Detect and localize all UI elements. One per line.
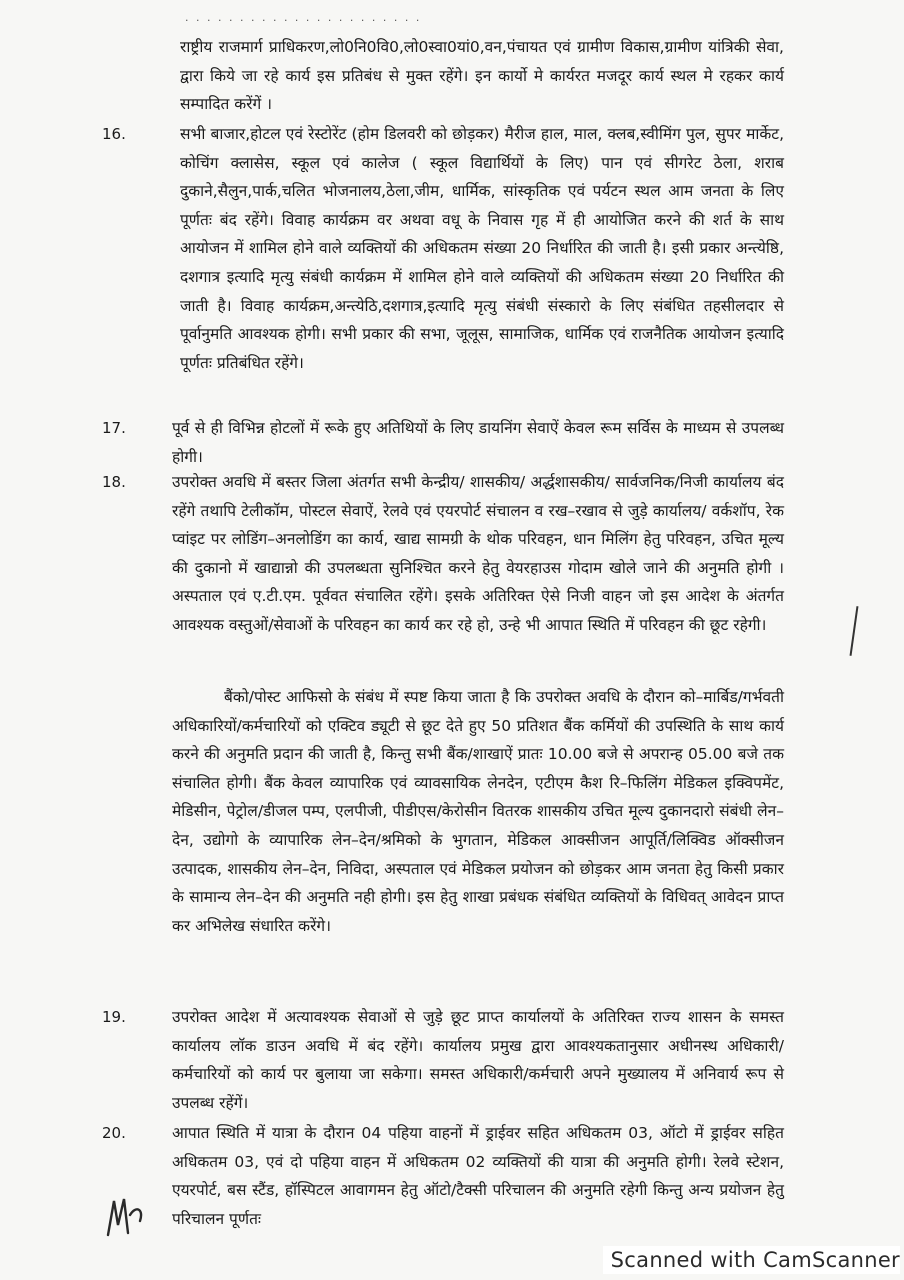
item-number: 19.: [102, 1008, 126, 1026]
item-paragraph: उपरोक्त अवधि में बस्तर जिला अंतर्गत सभी केन्द्रीय/ शासकीय/ अर्द्धशासकीय/ सार्वजनिक/निजी कार्यालय बंद रहेंगे तथापि टेलीकॉम, पोस्टल सेवाऐं, रेलवे एवं एयरपोर्ट संचालन व रख–रखाव से जुड़े कार्यालय/ वर्कशॉप, रेक प्वांइट पर लोडिंग–अनलोडिंग का कार्य, खाद्य सामग्री के थोक परिवहन, धान मिलिंग हेतु परिवहन, उचित मूल्य की दुकानो में खाद्यान्नो की उपलब्धता सुनिश्चित करने हेतु वेयरहाउस गोदाम खोले जाने की अनुमति होगी । अस्पताल एवं ए.टी.एम. पूर्ववत संचालित रहेंगे। इसके अतिरिक्त ऐसे निजी वाहन जो इस आदेश के अंतर्गत आवश्यक वस्तुओं/सेवाओं के परिवहन का कार्य कर रहे हो, उन्हे भी आपात स्थिति में परिवहन की छूट रहेगी।: [172, 473, 784, 634]
item-number: 20.: [102, 1124, 126, 1142]
cropped-top-line: · · · · · · · · · · · · · · · · · · · · · ·: [185, 14, 422, 27]
item-paragraph: बैंको/पोस्ट आफिसो के संबंध में स्पष्ट किया जाता है कि उपरोक्त अवधि के दौरान को–मार्बिड/गर्भवती अधिकारियों/कर्मचारियों को एक्टिव ड्यूटी से छूट देते हुए 50 प्रतिशत बैंक कर्मियों की उपस्थिति के साथ कार्य करने की अनुमति प्रदान की जाती है, किन्तु सभी बैंक/शाखाऐं प्रातः 10.00 बजे से अपरान्ह 05.00 बजे तक संचालित होगी। बैंक केवल व्यापारिक एवं व्यावसायिक लेनदेन, एटीएम कैश रि–फिलिंग मेडिकल इक्विपमेंट, मेडिसीन, पेट्रोल/डीजल पम्प, एलपीजी, पीडीएस/केरोसीन वितरक शासकीय उचित मूल्य दुकानदारो संबंधी लेन–देन, उद्योगो के व्यापारिक लेन–देन/श्रमिको के भुगतान, मेडिकल आक्सीजन आपूर्ति/लिक्विड ऑक्सीजन उत्पादक, शासकीय लेन–देन, निविदा, अस्पताल एवं मेडिकल प्रयोजन को छोड़कर आम जनता हेतु किसी प्रकार के सामान्य लेन–देन की अनुमति नही होगी। इस हेतु शाखा प्रबंधक संबंधित व्यक्तियों के विधिवत् आवेदन प्राप्त कर अभिलेख संधारित करेंगे।: [172, 688, 784, 935]
margin-pen-mark: [850, 606, 859, 656]
item-paragraph: सभी बाजार,होटल एवं रेस्टोरेंट (होम डिलवरी को छोड़कर) मैरीज हाल, माल, क्लब,स्वीमिंग पुल, सुपर मार्केट, कोचिंग क्लासेस, स्कूल एवं कालेज ( स्कूल विद्यार्थियों के लिए) पान एवं सीगरेट ठेला, शराब दुकाने,सैलुन,पार्क,चलित भोजनालय,ठेला,जीम, धार्मिक, सांस्कृतिक एवं पर्यटन स्थल आम जनता के लिए पूर्णतः बंद रहेंगे। विवाह कार्यक्रम वर अथवा वधू के निवास गृह में ही आयोजित करने की शर्त के साथ आयोजन में शामिल होने वाले व्यक्तियों की अधिकतम संख्या 20 निर्धारित की जाती है। इसी प्रकार अन्त्येष्ठि, दशगात्र इत्यादि मृत्यु संबंधी कार्यक्रम में शामिल होने वाले व्यक्तियों की अधिकतम संख्या 20 निर्धारित की जाती है। विवाह कार्यक्रम,अन्त्येठि,दशगात्र,इत्यादि मृत्यु संबंधी संस्कारो के लिए संबंधित तहसीलदार से पूर्वानुमति आवश्यक होगी। सभी प्रकार की सभा, जूलूस, सामाजिक, धार्मिक एवं राजनैतिक आयोजन इत्यादि पूर्णतः प्रतिबंधित रहेंगे।: [180, 125, 784, 372]
item-paragraph: उपरोक्त आदेश में अत्यावश्यक सेवाओं से जुड़े छूट प्राप्त कार्यालयों के अतिरिक्त राज्य शासन के समस्त कार्यालय लॉक डाउन अवधि में बंद रहेंगे। कार्यालय प्रमुख द्वारा आवश्यकतानुसार अधीनस्थ अधिकारी/कर्मचारियों को कार्य पर बुलाया जा सकेगा। समस्त अधिकारी/कर्मचारी अपने मुख्यालय में अनिवार्य रूप से उपलब्ध रहेंगें।: [172, 1008, 784, 1112]
item-number: 16.: [102, 125, 126, 143]
item-paragraph: पूर्व से ही विभिन्न होटलों में रूके हुए अतिथियों के लिए डायनिंग सेवाऐं केवल रूम सर्विस के माध्यम से उपलब्ध होगी।: [172, 419, 784, 466]
signature-scribble: [100, 1195, 150, 1240]
camscanner-watermark: Scanned with CamScanner: [603, 1246, 900, 1274]
item-number: 17.: [102, 419, 126, 437]
continuation-text: राष्ट्रीय राजमार्ग प्राधिकरण,लो0नि0वि0,लो0स्वा0यां0,वन,पंचायत एवं ग्रामीण विकास,ग्रामीण यांत्रिकी सेवा, द्वारा किये जा रहे कार्य इस प्रतिबंध से मुक्त रहेंगे। इन कार्यो मे कार्यरत मजदूर कार्य स्थल मे रहकर कार्य सम्पादित करेंगें ।: [180, 38, 784, 114]
item-number: 18.: [102, 473, 126, 491]
item-paragraph: आपात स्थिति में यात्रा के दौरान 04 पहिया वाहनों में ड्राईवर सहित अधिकतम 03, ऑटो में ड्राईवर सहित अधिकतम 03, एवं दो पहिया वाहन में अधिकतम 02 व्यक्तियों की यात्रा की अनुमति होगी। रेलवे स्टेशन, एयरपोर्ट, बस स्टैंड, हॉस्पिटल आवागमन हेतु ऑटो/टैक्सी परिचालन की अनुमति रहेगी किन्तु अन्य प्रयोजन हेतु परिचालन पूर्णतः: [172, 1124, 784, 1228]
